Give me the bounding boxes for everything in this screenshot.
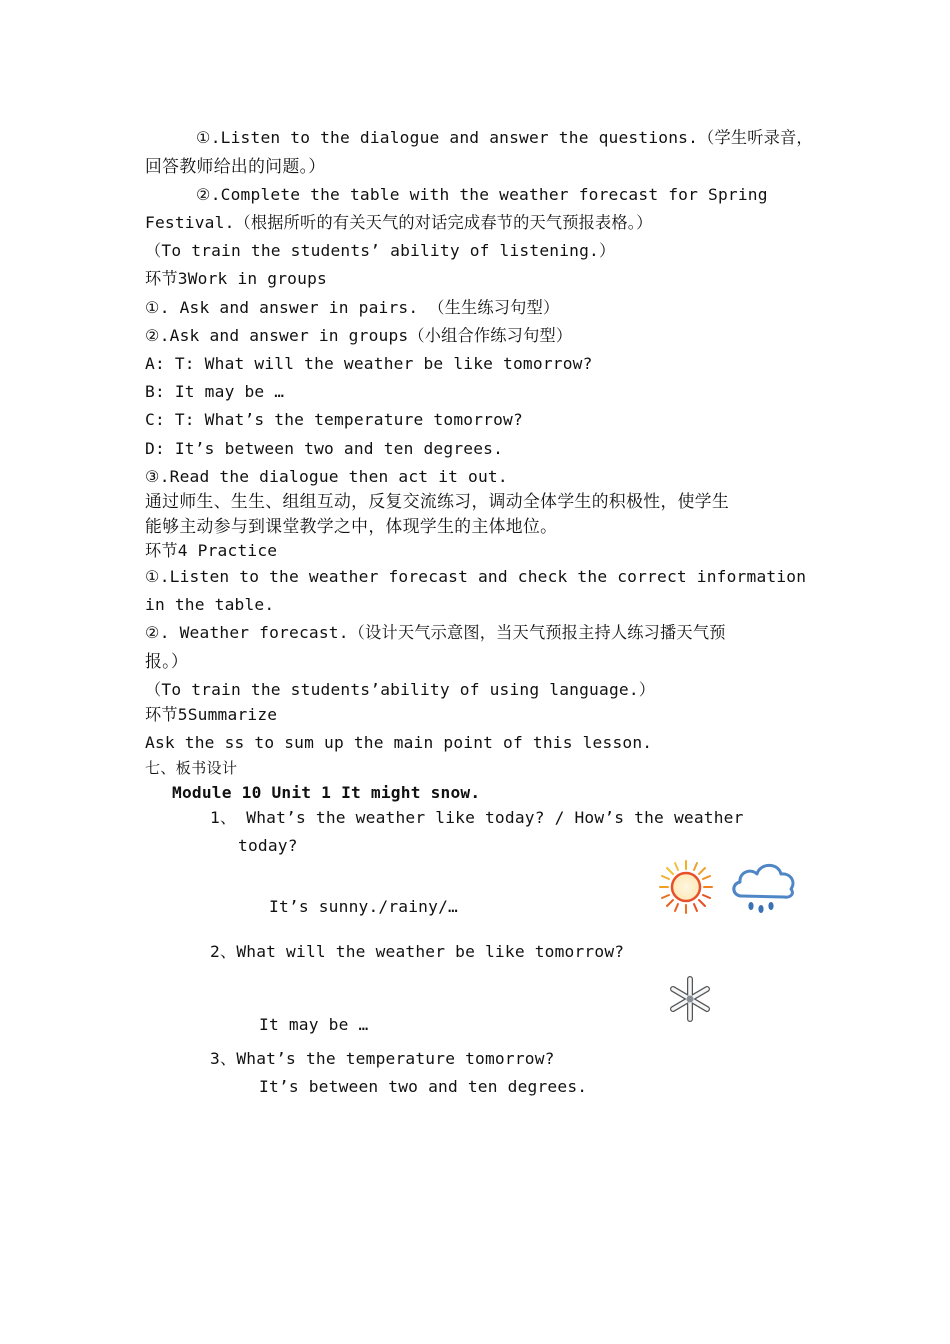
board-answer-1: It’s sunny./rainy/… — [269, 897, 458, 916]
dialogue-line-d: D: It’s between two and ten degrees. — [145, 439, 504, 458]
paragraph-aim-listening: （To train the students’ ability of listening.） — [145, 241, 616, 260]
paragraph-listen: ①.Listen to the dialogue and answer the questions.（学生听录音， — [196, 128, 813, 147]
dialogue-line-c: C: T: What’s the temperature tomorrow? — [145, 410, 523, 429]
paragraph-listen-cont: 回答教师给出的问题。） — [145, 156, 326, 176]
section-heading-4: 环节4 Practice — [145, 541, 278, 560]
paragraph-complete: ②.Complete the table with the weather forecast for Spring — [196, 185, 768, 204]
practice-item-2-cont: 报。） — [145, 651, 189, 671]
dialogue-line-a: A: T: What will the weather be like tomorrow? — [145, 354, 593, 373]
board-question-3: 3、What’s the temperature tomorrow? — [210, 1049, 555, 1068]
comment-line-2: 能够主动参与到课堂教学之中，体现学生的主体地位。 — [145, 516, 558, 536]
board-question-1-cont: today? — [238, 836, 298, 855]
group-item-3: ③.Read the dialogue then act it out. — [145, 467, 508, 486]
practice-item-1: ①.Listen to the weather forecast and check the correct information — [145, 567, 807, 586]
section-heading-5: 环节5Summarize — [145, 705, 278, 724]
comment-line-1: 通过师生、生生、组组互动，反复交流练习，调动全体学生的积极性，使学生 — [145, 491, 730, 511]
section-heading-7: 七、板书设计 — [145, 759, 238, 777]
practice-item-2: ②. Weather forecast.（设计天气示意图，当天气预报主持人练习播天气预 — [145, 623, 726, 642]
dialogue-line-b: B: It may be … — [145, 382, 285, 401]
board-question-1: 1、 What’s the weather like today? / How’s the weather — [210, 808, 744, 827]
rain-cloud-icon — [728, 860, 798, 916]
paragraph-complete-cont: Festival.（根据所听的有关天气的对话完成春节的天气预报表格。） — [145, 213, 653, 232]
snowflake-icon — [665, 974, 715, 1024]
practice-item-1-cont: in the table. — [145, 595, 275, 614]
board-answer-2: It may be … — [259, 1015, 369, 1034]
group-item-1: ①. Ask and answer in pairs. （生生练习句型） — [145, 298, 560, 317]
board-answer-3: It’s between two and ten degrees. — [259, 1077, 588, 1096]
group-item-2: ②.Ask and answer in groups（小组合作练习句型） — [145, 326, 573, 345]
sun-icon — [658, 858, 714, 916]
summarize-line: Ask the ss to sum up the main point of this lesson. — [145, 733, 653, 752]
board-question-2: 2、What will the weather be like tomorrow? — [210, 942, 625, 961]
paragraph-aim-language: （To train the students’ability of using language.） — [145, 680, 656, 699]
board-title: Module 10 Unit 1 It might snow. — [172, 783, 481, 802]
section-heading-3: 环节3Work in groups — [145, 269, 327, 288]
